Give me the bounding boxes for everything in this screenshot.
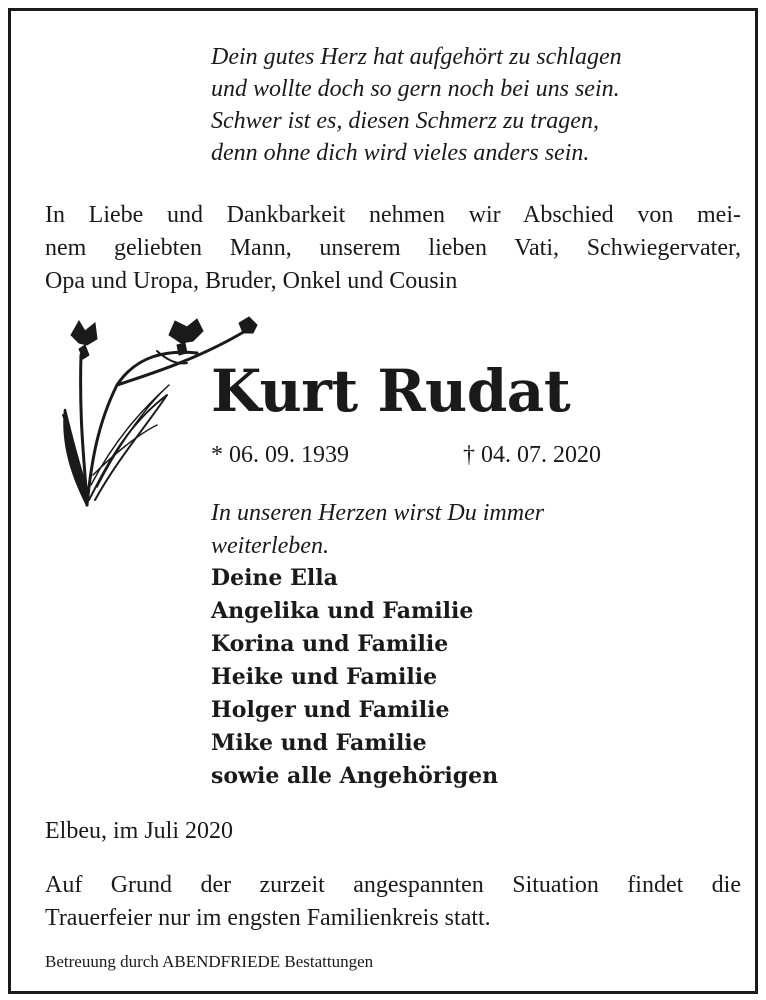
closing-line: In unseren Herzen wirst Du immer	[211, 500, 545, 526]
poem-line: Schwer ist es, diesen Schmerz zu tragen,	[211, 108, 599, 134]
poem-line: Dein gutes Herz hat aufgehört zu schlagen	[211, 44, 622, 70]
notice-line: Auf Grund der zurzeit angespannten Situation findet die	[45, 872, 741, 898]
poem-line: denn ohne dich wird vieles anders sein.	[211, 140, 590, 166]
closing-line: weiterleben.	[211, 533, 329, 559]
mourner: Holger und Familie	[211, 697, 450, 723]
mourners-list	[211, 562, 498, 793]
place-and-date: Elbeu, im Juli 2020	[45, 818, 233, 844]
mourner: Heike und Familie	[211, 664, 438, 690]
notice-line: Trauerfeier nur im engsten Familienkreis statt.	[45, 905, 491, 931]
farewell-intro	[45, 199, 741, 298]
intro-line: nem geliebten Mann, unserem lieben Vati, Schwiegervater,	[45, 235, 741, 261]
obituary-card	[8, 8, 758, 994]
mourner: sowie alle Angehörigen	[211, 763, 499, 789]
mourner: Angelika und Familie	[211, 598, 474, 624]
birth-date: * 06. 09. 1939	[211, 442, 349, 468]
undertaker-credit: Betreuung durch ABENDFRIEDE Bestattungen	[45, 952, 374, 971]
memorial-poem	[211, 41, 622, 169]
closing-phrase	[211, 497, 544, 563]
life-dates	[211, 439, 601, 471]
intro-line: Opa und Uropa, Bruder, Onkel und Cousin	[45, 268, 458, 294]
mourner: Korina und Familie	[211, 631, 449, 657]
deceased-name: Kurt Rudat	[211, 357, 571, 425]
poem-line: und wollte doch so gern noch bei uns sein.	[211, 76, 620, 102]
death-date: † 04. 07. 2020	[463, 442, 601, 468]
mourner: Mike und Familie	[211, 730, 427, 756]
intro-line: In Liebe und Dankbarkeit nehmen wir Abschied von mei-	[45, 202, 741, 228]
ceremony-notice	[45, 869, 741, 935]
mourner: Deine Ella	[211, 565, 338, 591]
